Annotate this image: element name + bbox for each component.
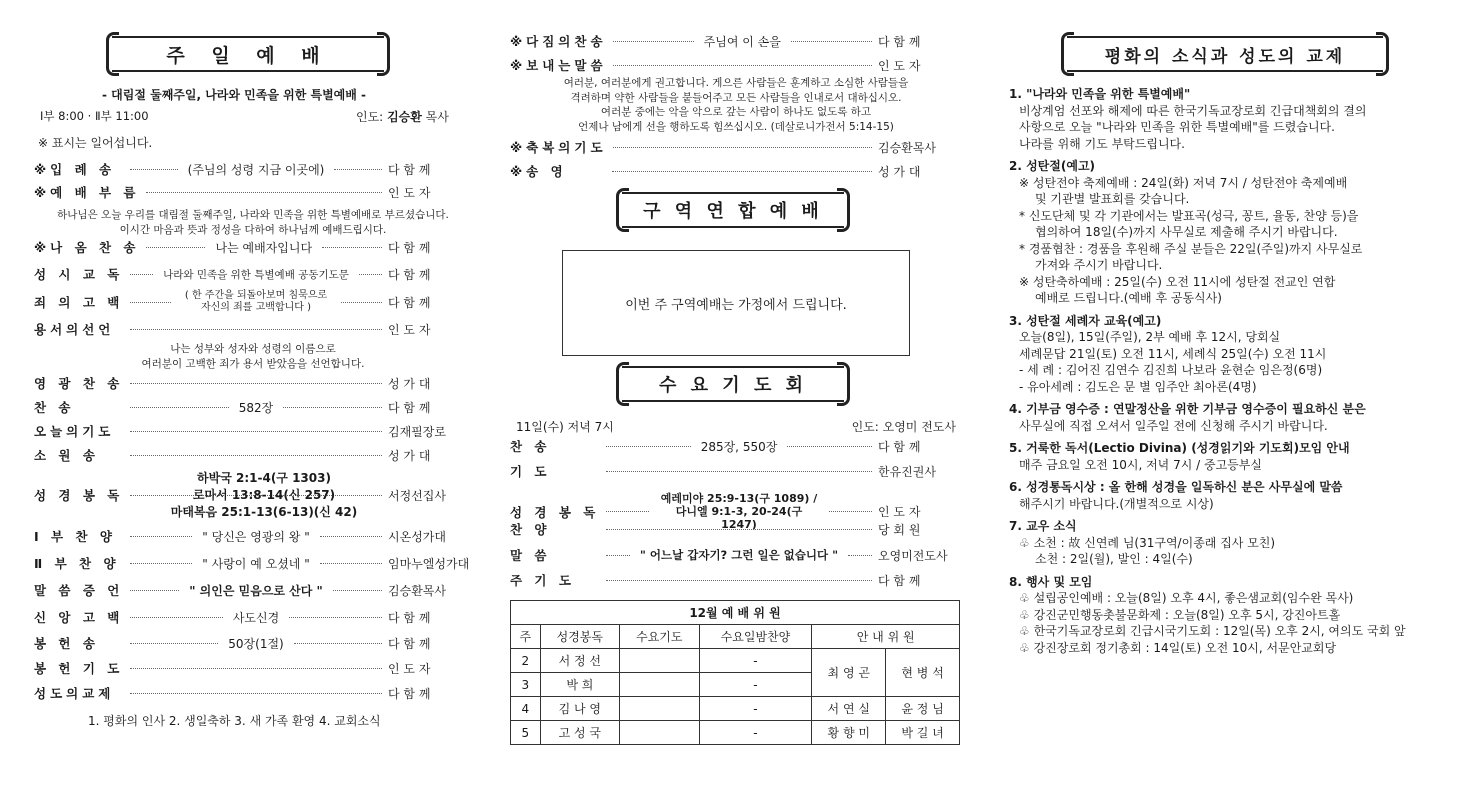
order-content: 사도신경 bbox=[232, 610, 280, 625]
dot-leader bbox=[130, 643, 218, 644]
dot-leader bbox=[130, 455, 382, 456]
dot-leader bbox=[606, 580, 872, 581]
news-line: 사무실에 직접 오셔서 일주일 전에 신청해 주시기 바랍니다. bbox=[1019, 418, 1328, 433]
news-line: 해주시기 바랍니다.(개별적으로 시상) bbox=[1019, 496, 1214, 511]
dot-leader bbox=[130, 302, 171, 303]
dot-leader bbox=[320, 536, 382, 537]
sunday-worship-title: 주 일 예 배 bbox=[112, 36, 384, 72]
order-label: ※다짐의찬송 bbox=[510, 34, 607, 49]
news-line: ♧ 소천 : 故 신연례 님(31구역/이종래 집사 모친) bbox=[1019, 535, 1276, 550]
dot-leader bbox=[341, 302, 382, 303]
order-person: 다 함 께 bbox=[388, 162, 431, 177]
dot-leader bbox=[130, 407, 229, 408]
news-heading: 1. "나라와 민족을 위한 특별예배" bbox=[1009, 87, 1191, 101]
order-content: 주님여 이 손을 bbox=[703, 34, 781, 49]
order-person: 다 함 께 bbox=[388, 686, 431, 701]
dot-leader bbox=[130, 383, 382, 384]
sending-word-text: 여러분, 여러분에게 권고합니다. 게으른 사람들은 훈계하고 소심한 사람들을 격려하며 약한 사람들을 붙들어주고 모든 사람들을 인내로서 대하십시오. 여러분 중에는 악을 악으로 갚는 사람이 하나도 없도록 하고 언제나 남에게 선을 행하도록 힘쓰십시오. (데살로니가전서 5:14-15) bbox=[563, 77, 909, 133]
order-row bbox=[34, 581, 472, 599]
order-label: 용서의선언 bbox=[34, 322, 115, 337]
order-person: 인 도 자 bbox=[878, 58, 921, 73]
news-list bbox=[1009, 80, 1439, 656]
order-row bbox=[34, 290, 472, 314]
order-person: 임마누엘성가대 bbox=[388, 556, 470, 571]
dot-leader bbox=[130, 169, 178, 170]
order-row bbox=[34, 265, 472, 283]
dot-leader bbox=[613, 147, 872, 148]
order-content: (주님의 성령 지금 이곳에) bbox=[187, 162, 325, 177]
order-row bbox=[34, 684, 472, 702]
order-row bbox=[34, 446, 472, 464]
order-label: 성 시 교 독 bbox=[34, 267, 124, 282]
dot-leader bbox=[791, 41, 872, 42]
order-row bbox=[510, 520, 962, 538]
order-person: 당 회 원 bbox=[878, 522, 921, 537]
table-row: 4 김 나 영 - 서 연 실 윤 정 님 bbox=[511, 697, 960, 721]
order-person: 다 함 께 bbox=[878, 34, 921, 49]
order-label: 찬 송 bbox=[34, 400, 75, 415]
order-person: 오영미전도사 bbox=[878, 548, 948, 563]
december-duty-table: 12월 예 배 위 원 주 성경봉독 수요기도 수요일밤찬양 안 내 위 원 2 서 정 선 - 최 영 곤 현 병 석 3 박 희 - 4 김 나 영 - 서 연 실 윤 정 님 5 고 성 국 - 황 향 미 박 길 녀 bbox=[510, 600, 960, 745]
order-person: 다 함 께 bbox=[388, 240, 431, 255]
order-label: 봉 헌 기 도 bbox=[34, 661, 124, 676]
order-person: 김승환목사 bbox=[388, 583, 446, 598]
dot-leader bbox=[606, 511, 649, 512]
order-person: 성 가 대 bbox=[388, 376, 431, 391]
order-row bbox=[510, 56, 962, 74]
news-line: - 세 례 : 김어진 김연수 김진희 나보라 윤현순 임은정(6명) bbox=[1019, 363, 1323, 377]
call-to-worship-text: 하나님은 오늘 우리를 대림절 둘째주일, 나라와 민족을 위한 특별예배로 부르셨습니다. 이시간 마음과 뜻과 정성을 다하여 하나님께 예배드립시다. bbox=[57, 209, 449, 236]
order-person: 인 도 자 bbox=[388, 185, 431, 200]
order-row bbox=[34, 160, 472, 178]
order-row bbox=[34, 608, 472, 626]
order-label: Ⅱ 부 찬 양 bbox=[34, 556, 120, 571]
order-person: 다 함 께 bbox=[878, 439, 921, 454]
order-label: 성 경 봉 독 bbox=[34, 488, 124, 503]
order-row bbox=[34, 554, 472, 572]
order-content: 50장(1절) bbox=[228, 636, 284, 651]
order-person: 다 함 께 bbox=[388, 295, 431, 310]
dot-leader bbox=[130, 431, 382, 432]
dot-leader bbox=[606, 446, 691, 447]
news-line: 나라를 위해 기도 부탁드립니다. bbox=[1019, 136, 1185, 151]
news-line: 세례문답 21일(토) 오전 11시, 세례식 25일(수) 오전 11시 bbox=[1019, 346, 1327, 361]
dot-leader bbox=[359, 274, 382, 275]
dot-leader bbox=[130, 274, 153, 275]
dot-leader bbox=[320, 563, 382, 564]
wednesday-leader: 인도: 오영미 전도사 bbox=[851, 420, 956, 434]
news-heading: 5. 거룩한 독서(Lectio Divina) (성경읽기와 기도회)모임 안내 bbox=[1009, 441, 1350, 455]
dot-leader bbox=[130, 590, 179, 591]
news-line: 사항으로 오늘 "나라와 민족을 위한 특별예배"를 드렸습니다. bbox=[1019, 120, 1335, 134]
order-label: ※나 옴 찬 송 bbox=[34, 240, 140, 255]
dot-leader bbox=[613, 65, 872, 66]
fellowship-footer: 1. 평화의 인사 2. 생일축하 3. 새 가족 환영 4. 교회소식 bbox=[88, 714, 381, 728]
order-person: 서정선집사 bbox=[388, 488, 446, 503]
dot-leader bbox=[334, 169, 382, 170]
worship-times: Ⅰ부 8:00 · Ⅱ부 11:00 bbox=[40, 109, 149, 123]
order-content: 582장 bbox=[238, 400, 274, 415]
order-person: 인 도 자 bbox=[878, 505, 921, 519]
order-person: 성 가 대 bbox=[878, 164, 921, 179]
news-heading: 8. 행사 및 모임 bbox=[1009, 574, 1093, 589]
order-label: Ⅰ 부 찬 양 bbox=[34, 529, 116, 544]
order-content: 예레미야 25:9-13(구 1089) / 다니엘 9:1-3, 20-24(구 1247) bbox=[660, 492, 818, 531]
news-line: 매주 금요일 오전 10시, 저녁 7시 / 중고등부실 bbox=[1019, 457, 1262, 472]
news-line: 소천 : 2일(월), 발인 : 4일(수) bbox=[1035, 552, 1193, 566]
news-line: 예배로 드립니다.(예배 후 공동식사) bbox=[1035, 291, 1222, 305]
dot-leader bbox=[848, 555, 872, 556]
news-line: - 유아세례 : 김도은 문 별 임주안 최아론(4명) bbox=[1019, 379, 1257, 394]
news-heading: 7. 교우 소식 bbox=[1009, 519, 1077, 533]
dot-leader bbox=[289, 617, 382, 618]
order-label: 말 씀 bbox=[510, 548, 551, 563]
order-label: 죄 의 고 백 bbox=[34, 295, 124, 310]
order-row bbox=[510, 32, 962, 50]
dot-leader bbox=[829, 511, 872, 512]
order-row bbox=[34, 398, 472, 416]
order-row bbox=[34, 320, 472, 338]
order-row bbox=[34, 238, 472, 256]
worship-leader: 인도: 김승환 목사 bbox=[356, 110, 449, 124]
order-label: 영 광 찬 송 bbox=[34, 376, 124, 391]
news-line: ※ 성탄전야 축제예배 : 24일(화) 저녁 7시 / 성탄전야 축제예배 bbox=[1019, 175, 1348, 190]
dot-leader bbox=[606, 529, 872, 530]
order-row bbox=[34, 634, 472, 652]
order-row bbox=[510, 162, 962, 180]
scripture-readings: 하박국 2:1-4(구 1303) 로마서 13:8-14(신 257) 마태복음 25:1-13(6-13)(신 42) bbox=[170, 471, 358, 519]
news-line: 협의하여 18일(수)까지 사무실로 제출해 주시기 바랍니다. bbox=[1035, 225, 1338, 239]
order-content: " 사랑이 예 오셨네 " bbox=[202, 556, 310, 571]
dot-leader bbox=[130, 668, 382, 669]
order-person: 다 함 께 bbox=[388, 400, 431, 415]
table-row: 5 고 성 국 - 황 향 미 박 길 녀 bbox=[511, 721, 960, 745]
dot-leader bbox=[146, 247, 206, 248]
order-person: 다 함 께 bbox=[388, 610, 431, 625]
dot-leader bbox=[294, 643, 382, 644]
order-row bbox=[34, 183, 472, 201]
news-title: 평화의 소식과 성도의 교제 bbox=[1067, 36, 1383, 72]
wednesday-prayer-title: 수 요 기 도 회 bbox=[622, 366, 844, 402]
news-line: ♧ 강진군민행동촛불문화제 : 오늘(8일) 오후 5시, 강진아트홀 bbox=[1019, 607, 1341, 622]
order-label: 봉 헌 송 bbox=[34, 636, 99, 651]
dot-leader bbox=[130, 329, 382, 330]
order-row bbox=[34, 659, 472, 677]
news-line: ♧ 설립공인예배 : 오늘(8일) 오후 4시, 좋은샘교회(임수완 목사) bbox=[1019, 591, 1354, 605]
table-row: 2 서 정 선 - 최 영 곤 현 병 석 bbox=[511, 649, 960, 673]
order-label: 오늘의기도 bbox=[34, 424, 115, 439]
dot-leader bbox=[606, 471, 872, 472]
order-label: ※송 영 bbox=[510, 164, 567, 179]
news-line: 가져와 주시기 바랍니다. bbox=[1035, 258, 1163, 272]
order-row bbox=[510, 462, 962, 480]
order-content: " 의인은 믿음으로 산다 " bbox=[189, 583, 323, 598]
news-line: * 경품협찬 : 경품을 후원해 주실 분들은 22일(주일)까지 사무실로 bbox=[1019, 241, 1363, 256]
order-person: 김재필장로 bbox=[388, 424, 446, 439]
order-row bbox=[34, 527, 472, 545]
news-heading: 2. 성탄절(예고) bbox=[1009, 159, 1096, 173]
order-label: 찬 양 bbox=[510, 522, 551, 537]
order-person: 시온성가대 bbox=[388, 529, 446, 544]
order-label: 소 원 송 bbox=[34, 448, 99, 463]
order-label: 성도의교제 bbox=[34, 686, 115, 701]
dot-leader bbox=[322, 247, 382, 248]
order-label: ※보내는말씀 bbox=[510, 58, 607, 73]
order-row bbox=[34, 374, 472, 392]
order-row bbox=[510, 571, 962, 589]
order-label: 말 씀 증 언 bbox=[34, 583, 124, 598]
order-row bbox=[510, 437, 962, 455]
order-content: 나는 예배자입니다 bbox=[215, 240, 313, 255]
order-label: ※축복의기도 bbox=[510, 140, 607, 155]
news-line: * 신도단체 및 각 기관에서는 발표곡(성극, 꽁트, 율동, 찬양 등)을 bbox=[1019, 208, 1359, 223]
order-label: 신 앙 고 백 bbox=[34, 610, 124, 625]
dot-leader bbox=[130, 617, 223, 618]
order-label: 성 경 봉 독 bbox=[510, 504, 600, 520]
news-line: ♧ 한국기독교장로회 긴급시국기도회 : 12일(목) 오후 2시, 여의도 국회 앞 bbox=[1019, 624, 1406, 638]
order-person: 다 함 께 bbox=[388, 636, 431, 651]
order-label: 찬 송 bbox=[510, 439, 551, 454]
absolution-text: 나는 성부와 성자와 성령의 이름으로 여러분이 고백한 죄가 용서 받았음을 선언합니다. bbox=[141, 343, 365, 370]
dot-leader bbox=[130, 536, 192, 537]
order-person: 한유진권사 bbox=[878, 464, 936, 479]
news-line: ※ 성탄축하예배 : 25일(수) 오전 11시에 성탄절 전교인 연합 bbox=[1019, 274, 1336, 289]
news-line: ♧ 강진장로회 정기총회 : 14일(토) 오전 10시, 서문안교회당 bbox=[1019, 640, 1337, 655]
dot-leader bbox=[146, 192, 382, 193]
order-row bbox=[34, 422, 472, 440]
order-content: ( 한 주간을 되돌아보며 침묵으로 자신의 죄를 고백합니다 ) bbox=[184, 290, 328, 313]
order-label: ※예 배 부 름 bbox=[34, 185, 140, 200]
order-content: 나라와 민족을 위한 특별예배 공동기도문 bbox=[163, 268, 349, 281]
news-heading: 6. 성경통독시상 : 올 한해 성경을 일독하신 분은 사무실에 말씀 bbox=[1009, 480, 1343, 494]
news-heading: 3. 성탄절 세례자 교육(예고) bbox=[1009, 313, 1162, 328]
news-heading: 4. 기부금 영수증 : 연말정산을 위한 기부금 영수증이 필요하신 분은 bbox=[1009, 402, 1366, 416]
order-person: 다 함 께 bbox=[878, 573, 921, 588]
order-row bbox=[510, 138, 962, 156]
dot-leader bbox=[613, 41, 694, 42]
order-content: " 어느날 갑자기? 그런 일은 없습니다 " bbox=[639, 548, 839, 562]
order-person: 다 함 께 bbox=[388, 267, 431, 282]
order-person: 인 도 자 bbox=[388, 322, 431, 337]
order-row bbox=[510, 546, 962, 564]
news-line: 및 기관별 발표회를 갖습니다. bbox=[1035, 192, 1190, 206]
district-worship-title: 구 역 연 합 예 배 bbox=[622, 192, 844, 228]
dot-leader bbox=[130, 693, 382, 694]
order-person: 김승환목사 bbox=[878, 140, 936, 155]
order-content: 285장, 550장 bbox=[700, 439, 778, 454]
dot-leader bbox=[130, 563, 192, 564]
table-row: 3 박 희 - bbox=[511, 673, 960, 697]
dot-leader bbox=[606, 555, 630, 556]
dot-leader bbox=[612, 171, 872, 172]
standing-note: ※ 표시는 일어섭니다. bbox=[38, 136, 153, 150]
order-person: 성 가 대 bbox=[388, 448, 431, 463]
order-person: 인 도 자 bbox=[388, 661, 431, 676]
news-line: 비상계엄 선포와 해제에 따른 한국기독교장로회 긴급대책회의 결의 bbox=[1019, 103, 1367, 118]
worship-subtitle: - 대림절 둘째주일, 나라와 민족을 위한 특별예배 - bbox=[102, 88, 367, 102]
news-line: 오늘(8일), 15일(주일), 2부 예배 후 12시, 당회실 bbox=[1019, 330, 1281, 344]
order-label: 주 기 도 bbox=[510, 573, 575, 588]
dot-leader bbox=[787, 446, 872, 447]
dot-leader bbox=[333, 590, 382, 591]
order-label: 기 도 bbox=[510, 464, 551, 479]
order-label: ※입 례 송 bbox=[34, 162, 116, 177]
district-worship-box: 이번 주 구역예배는 가정에서 드립니다. bbox=[562, 250, 910, 356]
order-content: " 당신은 영광의 왕 " bbox=[202, 529, 310, 544]
dot-leader bbox=[283, 407, 382, 408]
wednesday-time: 11일(수) 저녁 7시 bbox=[516, 420, 614, 434]
